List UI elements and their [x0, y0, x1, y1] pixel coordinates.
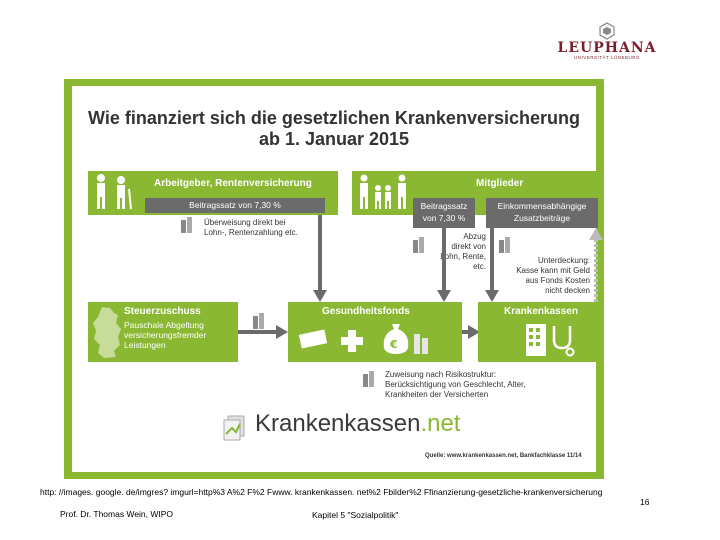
arrow-mitglieder-to-fonds [437, 226, 451, 302]
shortfall-line2: Kasse kann mit Geld [516, 266, 590, 275]
arrow-arbeitgeber-to-fonds [313, 215, 327, 302]
arrow-kassen-shortfall-up [589, 228, 603, 302]
krankenkassen-label: Krankenkassen [504, 306, 578, 317]
footer-author: Prof. Dr. Thomas Wein, WIPO [60, 509, 174, 519]
svg-text:€: € [390, 338, 398, 351]
deduction-line3: Lohn, Rente, [440, 252, 486, 261]
coins-icon [362, 370, 376, 388]
money-cross-bag-icons [296, 318, 436, 358]
infographic-title-line1: Wie finanziert sich die gesetzlichen Krankenversicherung [88, 108, 580, 128]
footer-page-number: 16 [640, 497, 650, 507]
source-note: Quelle: www.krankenkassen.net, Bankfachklasse 11/14 [425, 453, 582, 459]
allocation-note [385, 370, 526, 400]
allocation-line3: Krankheiten der Versicherten [385, 390, 489, 399]
brand-suffix: .net [420, 410, 461, 437]
mitglieder-label: Mitglieder [476, 178, 524, 189]
deduction-line2: direkt von [451, 242, 486, 251]
mitglieder-rate-line2: von 7,30 % [422, 213, 466, 223]
transfer-note-line2: Lohn-, Rentenzahlung etc. [204, 228, 298, 237]
shortfall-line1: Unterdeckung: [537, 256, 590, 265]
arbeitgeber-label: Arbeitgeber, Rentenversicherung [154, 178, 312, 189]
hospital-stethoscope-icon [524, 320, 576, 358]
deduction-line1: Abzug [463, 232, 486, 241]
steuer-text-line1: Pauschale Abgeltung [124, 320, 204, 330]
mitglieder-rate-line1: Beitragssatz [420, 201, 468, 211]
steuerzuschuss-label: Steuerzuschuss [124, 306, 201, 317]
arrow-zusatzbeitrag-to-kassen [485, 226, 499, 302]
krankenkassen-net-brand [255, 410, 460, 438]
leuphana-logo-text: LEUPHANA [557, 40, 657, 56]
gesundheitsfonds-label: Gesundheitsfonds [322, 306, 410, 317]
transfer-note-line1: Überweisung direkt bei [204, 218, 286, 227]
coins-icon [252, 312, 266, 330]
germany-map-icon [90, 305, 124, 360]
shortfall-line4: nicht decken [545, 286, 590, 295]
steuer-text-line3: Leistungen [124, 340, 166, 350]
zusatzbeitrag-line2: Zusatzbeiträge [513, 213, 571, 223]
leuphana-logo-subtitle: UNIVERSITÄT LÜNEBURG [574, 55, 640, 60]
brand-main: Krankenkassen [255, 410, 421, 437]
krankenkassen-net-logo-icon [222, 414, 248, 442]
deduction-line4: etc. [473, 262, 486, 271]
arbeitgeber-rate-badge: Beitragssatz von 7,30 % [145, 198, 325, 213]
steuerzuschuss-text [124, 320, 206, 350]
infographic-title-line2: ab 1. Januar 2015 [258, 129, 410, 149]
steuer-text-line2: versicherungsfremder [124, 330, 207, 340]
shortfall-line3: aus Fonds Kosten [525, 276, 590, 285]
zusatzbeitrag-line1: Einkommensabhängige [497, 201, 587, 211]
allocation-line1: Zuweisung nach Risikostruktur: [385, 370, 497, 379]
footer-chapter: Kapitel 5 "Sozialpolitik" [312, 510, 399, 520]
allocation-line2: Berücksichtigung von Geschlecht, Alter, [385, 380, 526, 389]
footer-url: http: //images. google. de/imgres? imgurl=http%3 A%2 F%2 Fwww. krankenkassen. net%2 Fbilder%2 Ffinanzierung-gesetzliche-krankenversicherung [40, 487, 603, 497]
